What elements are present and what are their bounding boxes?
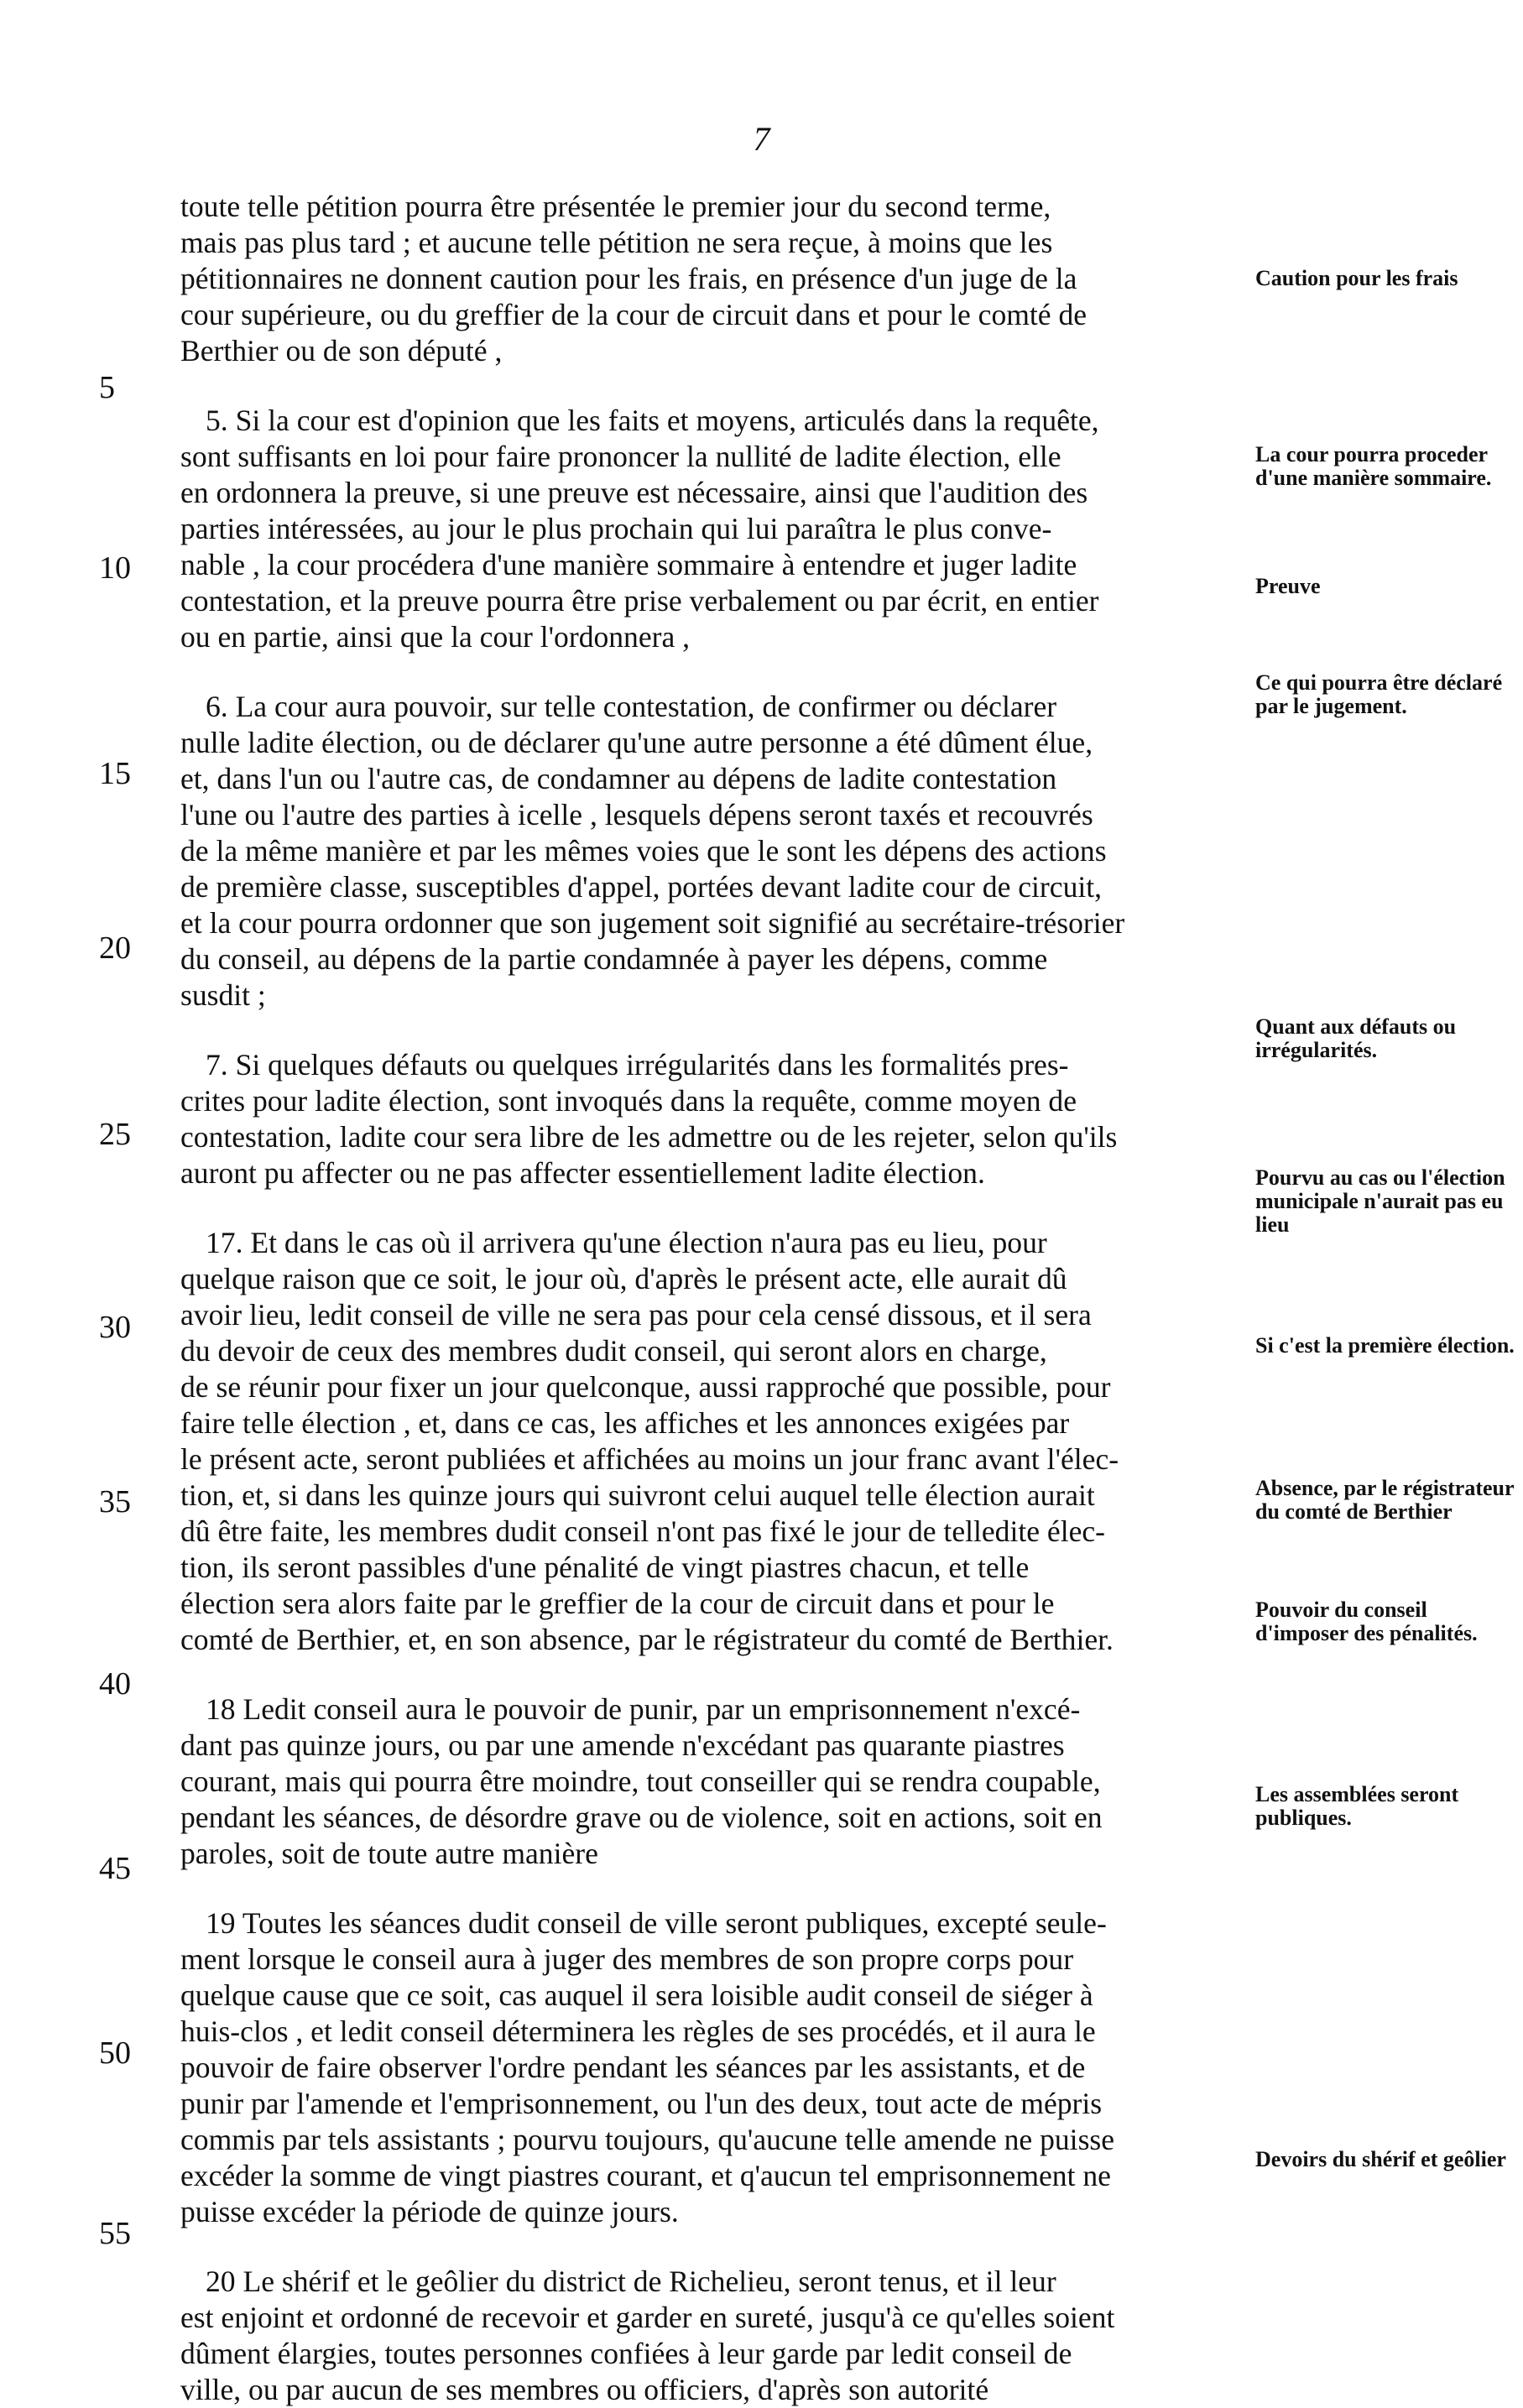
text-line: commis par tels assistants ; pourvu toujours, qu'aucune telle amende ne puisse bbox=[180, 2123, 1115, 2156]
text-line: mais pas plus tard ; et aucune telle pétition ne sera reçue, à moins que les bbox=[180, 226, 1053, 259]
text-line: pouvoir de faire observer l'ordre pendant les séances par les assistants, et de bbox=[180, 2051, 1086, 2084]
line-number: 10 bbox=[99, 550, 131, 586]
paragraph-p-intro bbox=[180, 189, 1242, 369]
text-line: ou en partie, ainsi que la cour l'ordonnera , bbox=[180, 620, 691, 654]
text-line: quelque raison que ce soit, le jour où, d'après le présent acte, elle aurait dû bbox=[180, 1262, 1067, 1295]
margin-note: Ce qui pourra être déclaré par le jugement. bbox=[1255, 670, 1503, 718]
text-line: 19 Toutes les séances dudit conseil de ville seront publiques, excepté seule- bbox=[206, 1906, 1107, 1940]
line-number: 45 bbox=[99, 1851, 131, 1886]
text-line: contestation, et la preuve pourra être prise verbalement ou par écrit, en entier bbox=[180, 584, 1099, 618]
text-line: cour supérieure, ou du greffier de la cour de circuit dans et pour le comté de bbox=[180, 298, 1087, 331]
text-line: contestation, ladite cour sera libre de les admettre ou de les rejeter, selon qu'ils bbox=[180, 1120, 1118, 1154]
page-number: 7 bbox=[753, 120, 770, 158]
line-number: 40 bbox=[99, 1666, 131, 1702]
text-line: tion, ils seront passibles d'une pénalité de vingt piastres chacun, et telle bbox=[180, 1551, 1030, 1584]
text-line: du conseil, au dépens de la partie condamnée à payer les dépens, comme bbox=[180, 942, 1048, 976]
line-number: 15 bbox=[99, 756, 131, 791]
text-line: dûment élargies, toutes personnes confiées à leur garde par ledit conseil de bbox=[180, 2337, 1072, 2370]
text-line: faire telle élection , et, dans ce cas, les affiches et les annonces exigées par bbox=[180, 1406, 1070, 1440]
line-number: 30 bbox=[99, 1310, 131, 1345]
text-line: nable , la cour procédera d'une manière sommaire à entendre et juger ladite bbox=[180, 548, 1077, 581]
text-line: pétitionnaires ne donnent caution pour les frais, en présence d'un juge de la bbox=[180, 262, 1077, 295]
paragraph-p-5 bbox=[180, 403, 1242, 655]
text-line: de première classe, susceptibles d'appel, portées devant ladite cour de circuit, bbox=[180, 870, 1103, 904]
margin-note: Preuve bbox=[1255, 574, 1321, 598]
margin-note: Absence, par le régistrateur du comté de Berthier bbox=[1255, 1476, 1515, 1524]
line-number: 50 bbox=[99, 2035, 131, 2071]
line-number: 25 bbox=[99, 1117, 131, 1152]
text-line: Berthier ou de son député , bbox=[180, 334, 503, 367]
text-line: parties intéressées, au jour le plus prochain qui lui paraîtra le plus conve- bbox=[180, 512, 1052, 545]
text-line: huis-clos , et ledit conseil déterminera les règles de ses procédés, et il aura le bbox=[180, 2014, 1096, 2048]
text-line: du devoir de ceux des membres dudit conseil, qui seront alors en charge, bbox=[180, 1334, 1047, 1368]
text-line: 17. Et dans le cas où il arrivera qu'une élection n'aura pas eu lieu, pour bbox=[206, 1226, 1047, 1259]
line-number: 5 bbox=[99, 370, 115, 405]
text-line: élection sera alors faite par le greffier de la cour de circuit dans et pour le bbox=[180, 1587, 1055, 1620]
text-line: 20 Le shérif et le geôlier du district de Richelieu, seront tenus, et il leur bbox=[206, 2265, 1056, 2298]
text-line: dû être faite, les membres dudit conseil n'ont pas fixé le jour de telledite élec- bbox=[180, 1514, 1106, 1548]
text-line: susdit ; bbox=[180, 978, 266, 1012]
text-line: et la cour pourra ordonner que son jugement soit signifié au secrétaire-trésorier bbox=[180, 906, 1125, 940]
line-number: 55 bbox=[99, 2216, 131, 2251]
text-line: crites pour ladite élection, sont invoqués dans la requête, comme moyen de bbox=[180, 1084, 1077, 1118]
margin-note: Si c'est la première élection. bbox=[1255, 1333, 1515, 1358]
text-line: ville, ou par aucun de ses membres ou officiers, d'après son autorité bbox=[180, 2373, 989, 2406]
text-line: nulle ladite élection, ou de déclarer qu'une autre personne a été dûment élue, bbox=[180, 726, 1093, 759]
text-line: paroles, soit de toute autre manière bbox=[180, 1837, 598, 1870]
paragraph-p-19 bbox=[180, 1905, 1242, 2230]
text-line: quelque cause que ce soit, cas auquel il sera loisible audit conseil de siéger à bbox=[180, 1978, 1093, 2012]
text-line: toute telle pétition pourra être présentée le premier jour du second terme, bbox=[180, 190, 1051, 223]
text-line: courant, mais qui pourra être moindre, tout conseiller qui se rendra coupable, bbox=[180, 1764, 1101, 1798]
text-line: auront pu affecter ou ne pas affecter essentiellement ladite élection. bbox=[180, 1156, 985, 1190]
text-line: de se réunir pour fixer un jour quelconque, aussi rapproché que possible, pour bbox=[180, 1370, 1111, 1404]
margin-note: Les assemblées seront publiques. bbox=[1255, 1782, 1459, 1830]
text-line: en ordonnera la preuve, si une preuve est nécessaire, ainsi que l'audition des bbox=[180, 476, 1088, 509]
text-line: est enjoint et ordonné de recevoir et garder en sureté, jusqu'à ce qu'elles soient bbox=[180, 2301, 1115, 2334]
text-line: ment lorsque le conseil aura à juger des membres de son propre corps pour bbox=[180, 1942, 1074, 1976]
text-line: 18 Ledit conseil aura le pouvoir de punir, par un emprisonnement n'excé- bbox=[206, 1692, 1081, 1726]
line-number: 20 bbox=[99, 930, 131, 966]
margin-note: Pourvu au cas ou l'élection municipale n'aurait pas eu lieu bbox=[1255, 1165, 1505, 1237]
text-line: puisse excéder la période de quinze jours. bbox=[180, 2195, 679, 2228]
text-line: excéder la somme de vingt piastres courant, et q'aucun tel emprisonnement ne bbox=[180, 2159, 1111, 2192]
body-text bbox=[180, 189, 1242, 2408]
paragraph-p-6 bbox=[180, 689, 1242, 1014]
text-line: avoir lieu, ledit conseil de ville ne sera pas pour cela censé dissous, et il sera bbox=[180, 1298, 1092, 1332]
text-line: 7. Si quelques défauts ou quelques irrégularités dans les formalités pres- bbox=[206, 1048, 1069, 1082]
text-line: punir par l'amende et l'emprisonnement, ou l'un des deux, tout acte de mépris bbox=[180, 2087, 1103, 2120]
text-line: pendant les séances, de désordre grave ou de violence, soit en actions, soit en bbox=[180, 1801, 1103, 1834]
paragraph-p-17 bbox=[180, 1225, 1242, 1658]
text-line: et, dans l'un ou l'autre cas, de condamner au dépens de ladite contestation bbox=[180, 762, 1057, 795]
text-line: sont suffisants en loi pour faire prononcer la nullité de ladite élection, elle bbox=[180, 440, 1061, 473]
text-line: de la même manière et par les mêmes voies que le sont les dépens des actions bbox=[180, 834, 1107, 868]
margin-note: Quant aux défauts ou irrégularités. bbox=[1255, 1014, 1457, 1062]
line-number: 35 bbox=[99, 1484, 131, 1519]
paragraph-p-18 bbox=[180, 1691, 1242, 1872]
margin-note: Pouvoir du conseil d'imposer des pénalités. bbox=[1255, 1598, 1478, 1645]
text-line: 6. La cour aura pouvoir, sur telle contestation, de confirmer ou déclarer bbox=[206, 690, 1057, 723]
text-line: l'une ou l'autre des parties à icelle , lesquels dépens seront taxés et recouvrés bbox=[180, 798, 1093, 831]
margin-note: Caution pour les frais bbox=[1255, 266, 1458, 290]
paragraph-p-20 bbox=[180, 2264, 1242, 2408]
text-line: dant pas quinze jours, ou par une amende n'excédant pas quarante piastres bbox=[180, 1728, 1065, 1762]
margin-note: La cour pourra proceder d'une manière sommaire. bbox=[1255, 442, 1492, 490]
margin-note: Devoirs du shérif et geôlier bbox=[1255, 2147, 1506, 2171]
text-line: le présent acte, seront publiées et affichées au moins un jour franc avant l'élec- bbox=[180, 1442, 1119, 1476]
text-line: 5. Si la cour est d'opinion que les faits et moyens, articulés dans la requête, bbox=[206, 404, 1099, 437]
text-line: comté de Berthier, et, en son absence, par le régistrateur du comté de Berthier. bbox=[180, 1623, 1114, 1656]
text-line: tion, et, si dans les quinze jours qui suivront celui auquel telle élection aurait bbox=[180, 1478, 1095, 1512]
paragraph-p-7 bbox=[180, 1047, 1242, 1191]
